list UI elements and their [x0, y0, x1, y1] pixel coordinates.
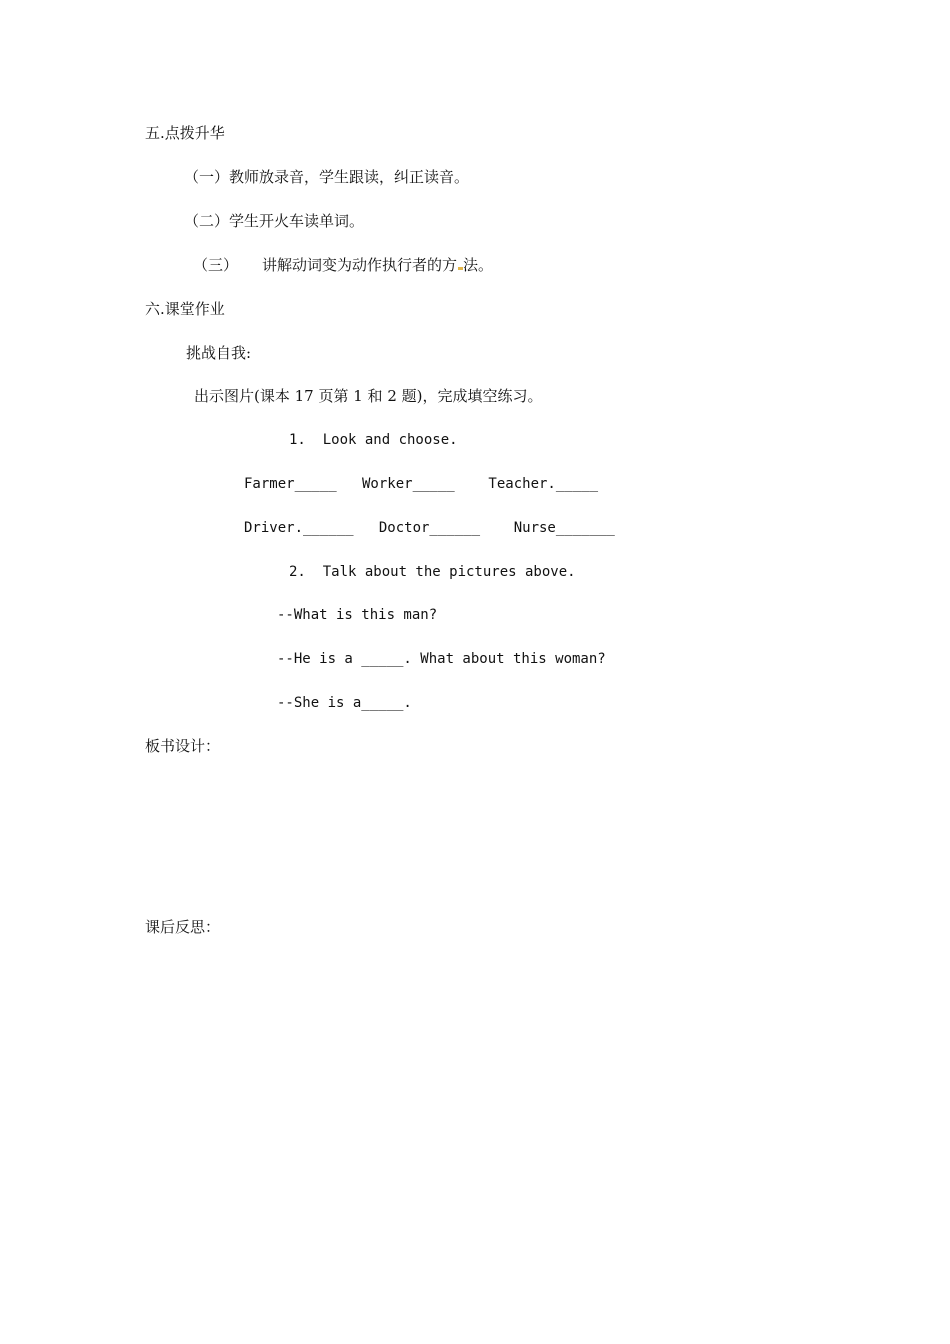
dialog-line-3: --She is a_____.: [277, 695, 412, 711]
question-1-title: 1. Look and choose.: [289, 432, 458, 448]
exercise-instruction: 出示图片(课本 17 页第 1 和 2 题)，完成填空练习。: [194, 387, 543, 405]
dialog-line-2: --He is a _____. What about this woman?: [277, 651, 606, 667]
question-1-row-1: Farmer_____ Worker_____ Teacher._____: [244, 476, 599, 492]
section-5-item-3-text-b: 法。: [463, 256, 494, 274]
section-5-item-3: [193, 255, 493, 275]
dialog-line-1: --What is this man?: [277, 607, 438, 623]
section-5-heading: 五.点拨升华: [145, 124, 225, 142]
section-5-item-3-text-a: 讲解动词变为动作执行者的方: [262, 256, 458, 274]
question-2-title: 2. Talk about the pictures above.: [289, 564, 576, 580]
board-design-label: 板书设计：: [145, 737, 221, 755]
highlight-mark: [458, 267, 463, 270]
section-5-item-2: （二）学生开火车读单词。: [184, 212, 365, 230]
question-1-row-2: Driver.______ Doctor______ Nurse_______: [244, 520, 615, 536]
section-5-item-1: （一）教师放录音，学生跟读，纠正读音。: [184, 168, 470, 186]
reflection-label: 课后反思：: [145, 918, 221, 936]
section-5-item-3-prefix: （三）: [193, 256, 239, 274]
challenge-label: 挑战自我:: [186, 344, 252, 362]
section-6-heading: 六.课堂作业: [145, 300, 225, 318]
